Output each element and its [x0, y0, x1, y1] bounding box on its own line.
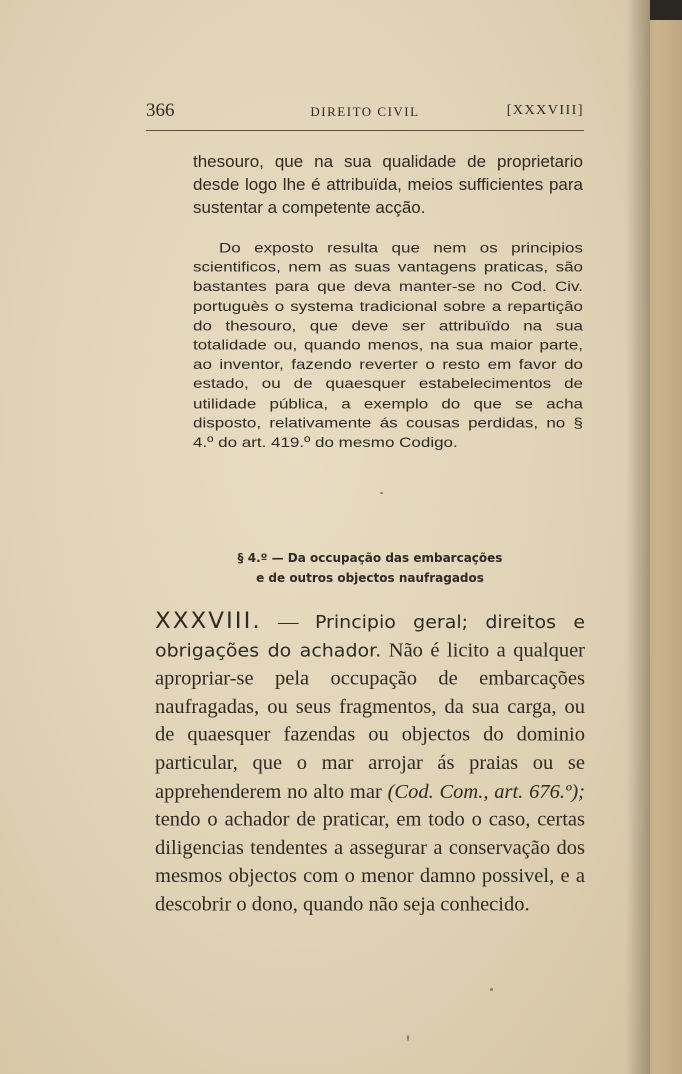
article-title: Principio geral; direitos e obrigações do achador. [155, 611, 586, 662]
page-header [146, 100, 584, 131]
article-number: XXXVIII. [155, 608, 262, 634]
article-dash: — [261, 611, 315, 633]
article-citation: (Cod. Com., art. 676.º); [387, 781, 585, 803]
section-heading-line-2: e de outros objectos naufragados [256, 571, 484, 585]
article-paragraph [155, 608, 585, 920]
chapter-mark: [XXXVIII] [506, 103, 584, 118]
section-heading [180, 548, 560, 588]
section-heading-line-1: § 4.º — Da occupação das embarcações [237, 551, 503, 565]
paper-speck [380, 492, 383, 494]
paragraph-conclusion: Do exposto resulta que nem os principios scientificos, nem as suas vantagens praticas, são bastantes para que deva manter-se no Cod. Civ. portuguès o systema tradicional sobre a repartição do thesouro, que deve ser attribuïdo na sua totalidade ou, quando menos, na sua maior parte, ao inventor, fazendo reverter o resto em favor do estado, ou de quaesquer estabelecimentos de utilidade pública, a exemplo do que se acha disposto, relativamente ás cousas perdidas, no § 4.º do art. 419.º do mesmo Codigo. [193, 239, 583, 451]
page-gutter-shadow [626, 0, 650, 1074]
paper-speck [490, 988, 493, 991]
article-text-after-citation: tendo o achador de praticar, em todo o caso, certas diligencias tendentes a assegurar a conservação dos mesmos objectos com o menor damno possivel, e a descobrir o dono, quando não seja conhecido. [155, 809, 585, 916]
running-title: DIREITO CIVIL [310, 104, 420, 119]
page-number: 366 [146, 100, 175, 121]
paper-speck [407, 1035, 409, 1041]
article-text-before-citation: Não é licito a qualquer apropriar-se pela occupação de embarcações naufragadas, ou seus fragmentos, da sua carga, ou de quaesquer fazendas ou objectos do dominio particular, que o mar arrojar ás praias ou se apprehenderem no alto mar [155, 640, 586, 803]
paragraph-continuation: thesouro, que na sua qualidade de proprietario desde logo lhe é attribuïda, meios sufficientes para sustentar a competente acção. [193, 152, 583, 218]
